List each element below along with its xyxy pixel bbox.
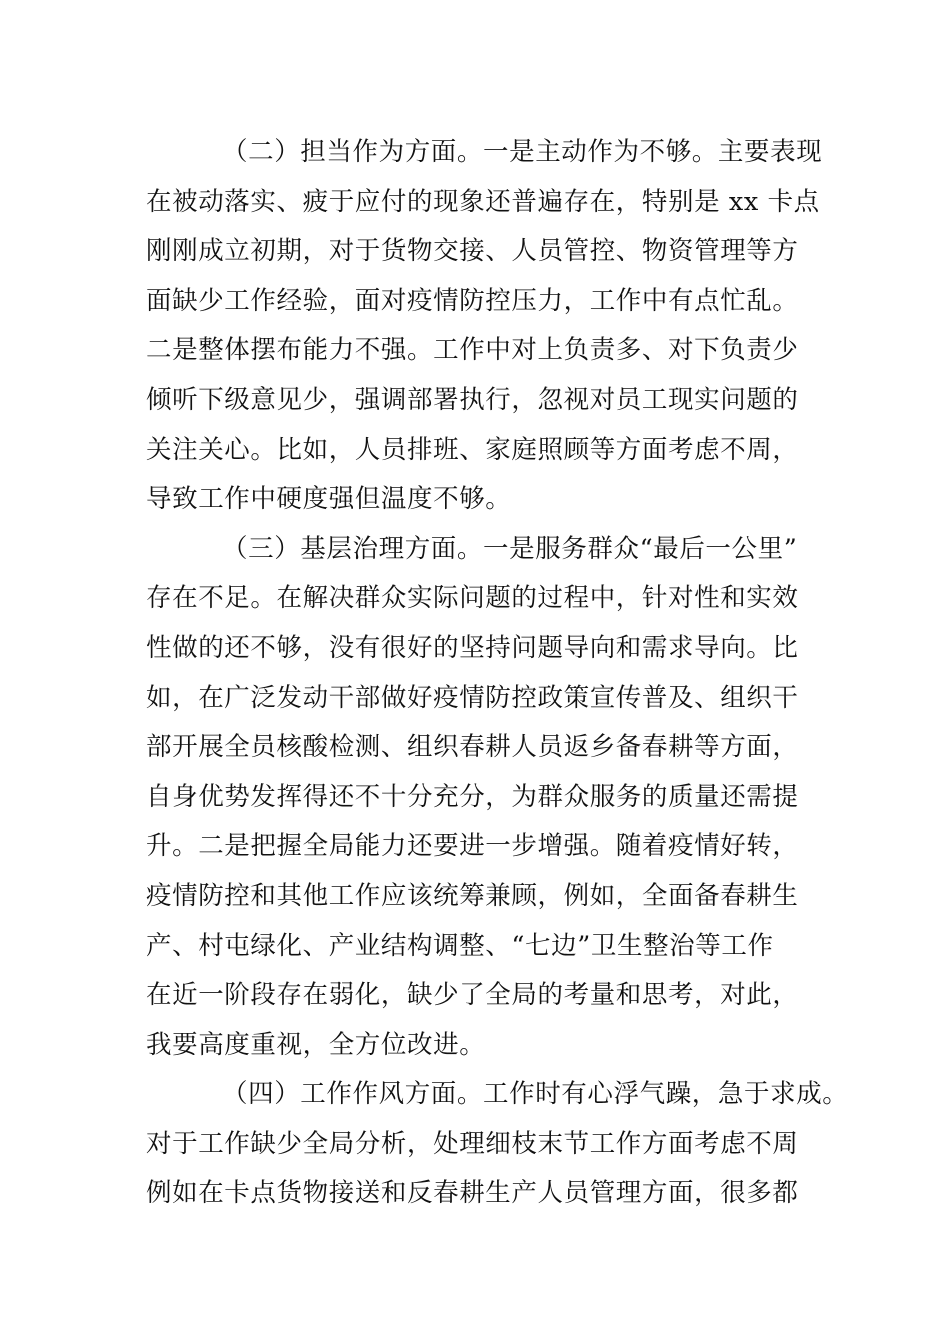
paragraph-3-line-11: 我要高度重视，全方位改进。 (146, 1029, 486, 1060)
paragraph-3-line-4: 如，在广泛发动干部做好疫情防控政策宣传普及、组织干 (146, 682, 799, 713)
paragraph-3-line-3: 性做的还不够，没有很好的坚持问题导向和需求导向。比 (146, 632, 799, 663)
paragraph-3-line-5: 部开展全员核酸检测、组织春耕人员返乡备春耕等方面， (146, 732, 799, 763)
paragraph-3-line-1: （三）基层治理方面。一是服务群众“最后一公里” (222, 533, 798, 564)
paragraph-2-line-4: 面缺少工作经验，面对疫情防控压力，工作中有点忙乱。 (146, 285, 799, 316)
paragraph-3-line-6: 自身优势发挥得还不十分充分，为群众服务的质量还需提 (146, 781, 799, 812)
paragraph-2-line-6: 倾听下级意见少，强调部署执行，忽视对员工现实问题的 (146, 384, 799, 415)
paragraph-2-line-3: 刚刚成立初期，对于货物交接、人员管控、物资管理等方 (146, 236, 799, 267)
paragraph-3-line-8: 疫情防控和其他工作应该统筹兼顾，例如，全面备春耕生 (146, 880, 799, 911)
paragraph-3-line-9: 产、村屯绿化、产业结构调整、“七边”卫生整治等工作 (146, 930, 774, 961)
document-body (146, 128, 849, 1219)
paragraph-2-line-2: 在被动落实、疲于应付的现象还普遍存在，特别是 xx 卡点 (146, 186, 820, 217)
paragraph-4-line-3: 例如在卡点货物接送和反春耕生产人员管理方面，很多都 (146, 1178, 799, 1209)
paragraph-2-line-8: 导致工作中硬度强但温度不够。 (146, 484, 512, 515)
paragraph-4-line-1: （四）工作作风方面。工作时有心浮气躁，急于求成。 (222, 1079, 849, 1110)
paragraph-4-line-2: 对于工作缺少全局分析，处理细枝末节工作方面考虑不周 (146, 1128, 799, 1159)
paragraph-3-line-10: 在近一阶段存在弱化，缺少了全局的考量和思考，对此， (146, 980, 799, 1011)
paragraph-2-line-5: 二是整体摆布能力不强。工作中对上负责多、对下负责少 (146, 335, 799, 366)
paragraph-2-line-7: 关注关心。比如，人员排班、家庭照顾等方面考虑不周， (146, 434, 799, 465)
paragraph-2-line-1: （二）担当作为方面。一是主动作为不够。主要表现 (222, 137, 823, 167)
paragraph-3-line-2: 存在不足。在解决群众实际问题的过程中，针对性和实效 (146, 583, 799, 614)
paragraph-3-line-7: 升。二是把握全局能力还要进一步增强。随着疫情好转， (146, 831, 799, 862)
